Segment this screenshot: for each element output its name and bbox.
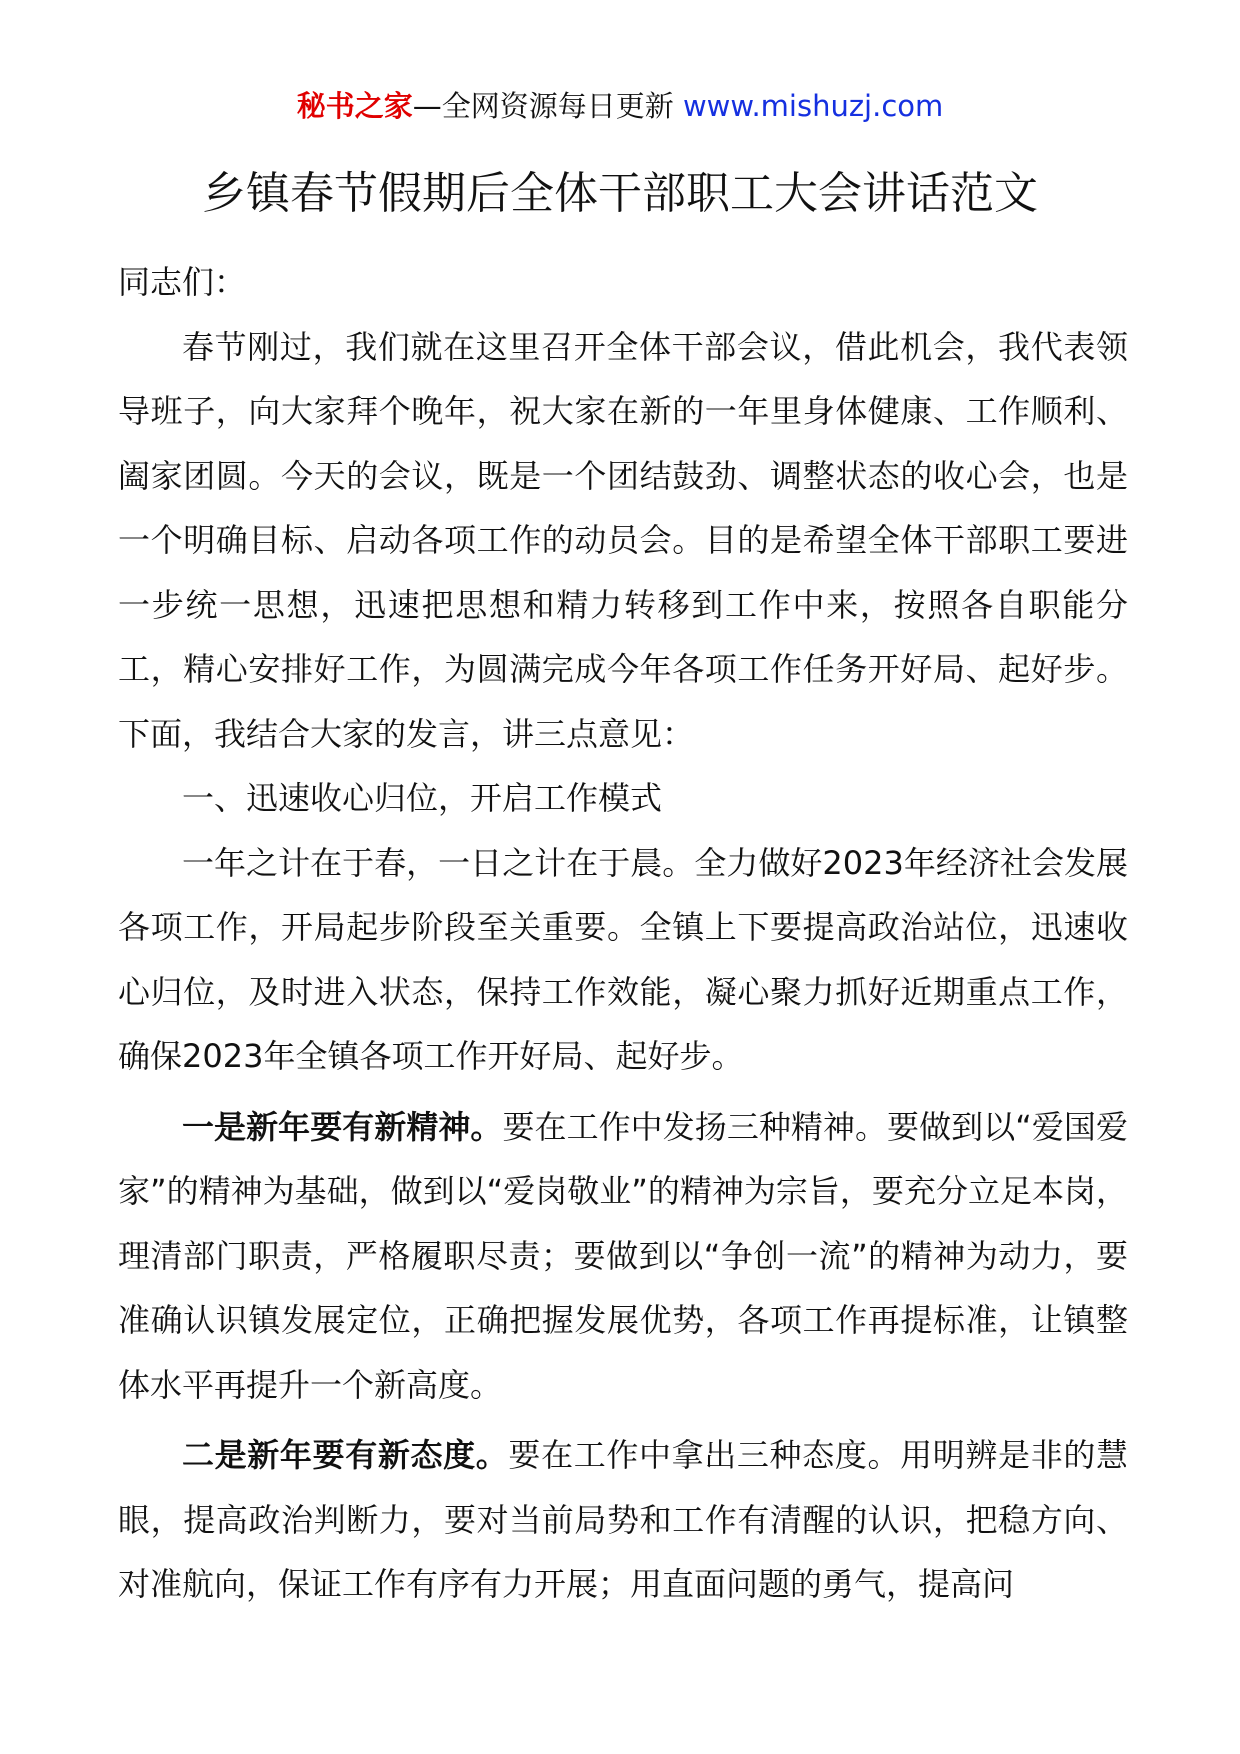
point-2-lead: 二是新年要有新态度。 [182,1436,509,1474]
point-1-lead: 一是新年要有新精神。 [182,1107,503,1146]
section-1-paragraph: 一年之计在于春，一日之计在于晨。全力做好2023年经济社会发展各项工作，开局起步阶段至关重要。全镇上下要提高政治站位，迅速收心归位，及时进入状态，保持工作效能，凝心聚力抓好近期重点工作，确保2023年全镇各项工作开好局、起好步。 [118,843,1128,1075]
header-tagline: —全网资源每日更新 [412,89,674,123]
brand-name: 秘书之家 [296,89,413,123]
site-header [0,86,1240,126]
point-1-body: 要在工作中发扬三种精神。要做到以“爱国爱家”的精神为基础，做到以“爱岗敬业”的精神为宗旨，要充分立足本岗，理清部门职责，严格履职尽责；要做到以“争创一流”的精神为动力，要准确认识镇发展定位，正确把握发展优势，各项工作再提标准，让镇整体水平再提升一个新高度。 [118,1107,1128,1404]
site-url-link[interactable]: www.mishuzj.com [682,89,944,123]
document-title: 乡镇春节假期后全体干部职工大会讲话范文 [202,168,1038,219]
document-body [118,250,1128,1617]
section-heading-1: 一、迅速收心归位，开启工作模式 [182,779,663,817]
point-1-paragraph [118,1095,1128,1418]
point-2-paragraph [118,1423,1128,1617]
point-2-body: 要在工作中拿出三种态度。用明辨是非的慧眼，提高政治判断力，要对当前局势和工作有清醒的认识，把稳方向、对准航向，保证工作有序有力开展；用直面问题的勇气，提高问 [118,1436,1128,1603]
intro-paragraph: 春节刚过，我们就在这里召开全体干部会议，借此机会，我代表领导班子，向大家拜个晚年，祝大家在新的一年里身体健康、工作顺利、阖家团圆。今天的会议，既是一个团结鼓劲、调整状态的收心会，也是一个明确目标、启动各项工作的动员会。目的是希望全体干部职工要进一步统一思想，迅速把思想和精力转移到工作中来，按照各自职能分工，精心安排好工作，为圆满完成今年各项工作任务开好局、起好步。下面，我结合大家的发言，讲三点意见： [118,327,1128,753]
salutation: 同志们： [118,263,247,301]
